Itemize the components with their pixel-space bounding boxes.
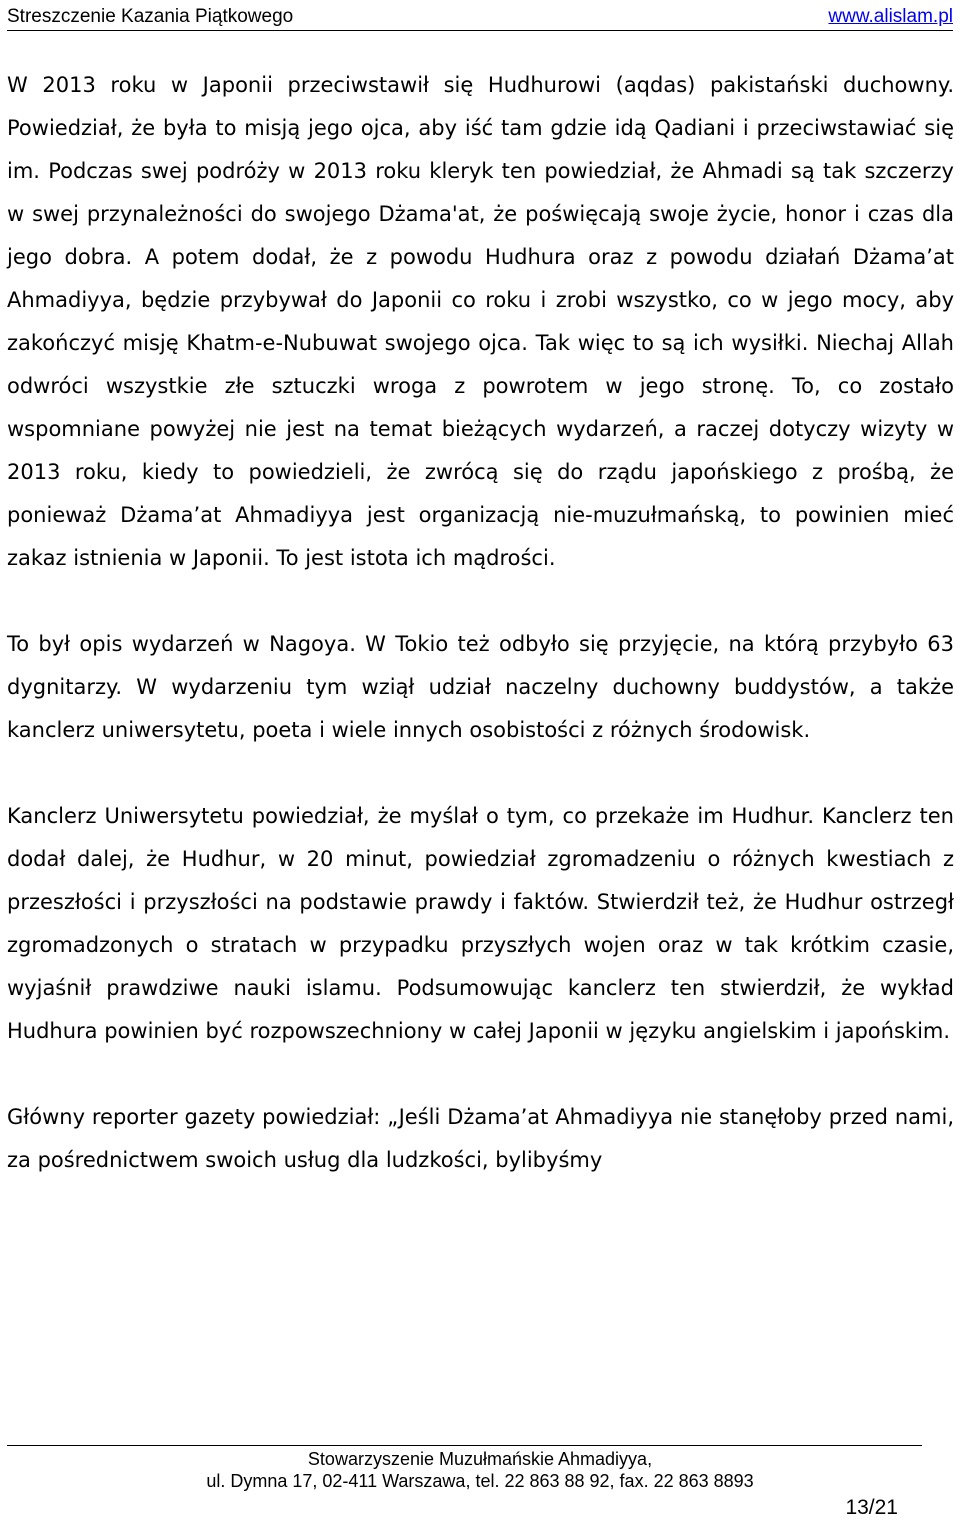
footer-organization: Stowarzyszenie Muzułmańskie Ahmadiyya,	[307, 1449, 653, 1469]
footer-address: ul. Dymna 17, 02-411 Warszawa, tel. 22 863 88 92, fax. 22 863 8893	[206, 1471, 754, 1491]
paragraph-1: W 2013 roku w Japonii przeciwstawił się Hudhurowi (aqdas) pakistański duchowny. Powiedział, że była to misją jego ojca, aby iść tam gdzie idą Qadiani i przeciwstawiać się im. Podczas swej podróży w 2013 roku kleryk ten powiedział, że Ahmadi są tak szczerzy w swej przynależności do swojego Dżama'at, że poświęcają swoje życie, honor i czas dla jego dobra. A potem dodał, że z powodu Hudhura oraz z powodu działań Dżama’at Ahmadiyya, będzie przybywał do Japonii co roku i zrobi wszystko, co w jego mocy, aby zakończyć misję Khatm-e-Nubuwat swojego ojca. Tak więc to są ich wysiłki. Niechaj Allah odwróci wszystkie złe sztuczki wroga z powrotem w jego stronę. To, co zostało wspomniane powyżej nie jest na temat bieżących wydarzeń, a raczej dotyczy wizyty w 2013 roku, kiedy to powiedzieli, że zwrócą się do rządu japońskiego z prośbą, że ponieważ Dżama’at Ahmadiyya jest organizacją nie-muzułmańską, to powinien mieć zakaz istnienia w Japonii. To jest istota ich mądrości.	[7, 73, 954, 570]
website-link[interactable]: www.alislam.pl	[828, 6, 953, 27]
paragraph-4: Główny reporter gazety powiedział: „Jeśli Dżama’at Ahmadiyya nie stanęłoby przed nami, za pośrednictwem swoich usług dla ludzkości, bylibyśmy	[7, 1105, 954, 1172]
document-body	[7, 64, 954, 1182]
page-number: 13/21	[845, 1496, 898, 1519]
page-header	[7, 4, 953, 31]
paragraph-3: Kanclerz Uniwersytetu powiedział, że myślał o tym, co przekaże im Hudhur. Kanclerz ten dodał dalej, że Hudhur, w 20 minut, powiedział zgromadzeniu o różnych kwestiach z przeszłości i przyszłości na podstawie prawdy i faktów. Stwierdził też, że Hudhur ostrzegł zgromadzonych o stratach w przypadku przyszłych wojen oraz w tak krótkim czasie, wyjaśnił prawdziwe nauki islamu. Podsumowując kanclerz ten stwierdził, że wykład Hudhura powinien być rozpowszechniony w całej Japonii w języku angielskim i japońskim.	[7, 804, 954, 1043]
page-footer	[0, 1448, 960, 1492]
document-title: Streszczenie Kazania Piątkowego	[7, 6, 294, 27]
footer-divider	[7, 1445, 922, 1446]
paragraph-2: To był opis wydarzeń w Nagoya. W Tokio też odbyło się przyjęcie, na którą przybyło 63 dygnitarzy. W wydarzeniu tym wziął udział naczelny duchowny buddystów, a także kanclerz uniwersytetu, poeta i wiele innych osobistości z różnych środowisk.	[7, 632, 954, 742]
